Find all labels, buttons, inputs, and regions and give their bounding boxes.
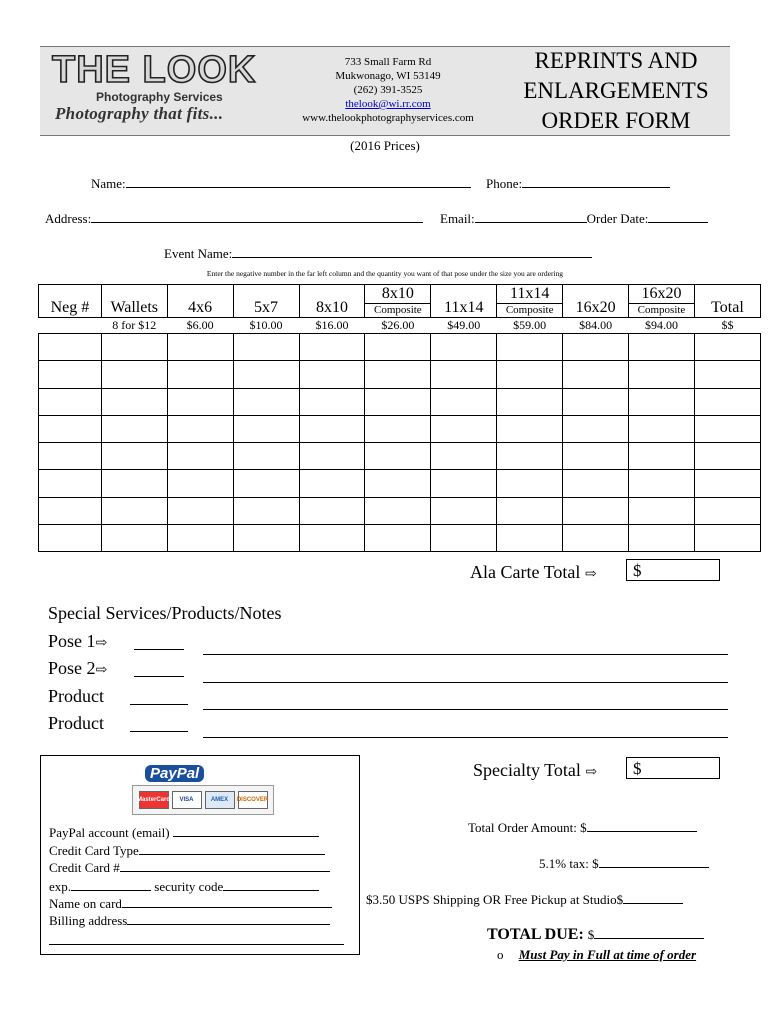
currency-sign: $ bbox=[580, 820, 587, 835]
price-cell: $6.00 bbox=[186, 318, 214, 332]
price-cell: $59.00 bbox=[513, 318, 547, 332]
name-on-card-row bbox=[49, 895, 332, 912]
table-row bbox=[39, 497, 761, 524]
table-row bbox=[39, 415, 761, 442]
order-cell[interactable] bbox=[167, 415, 233, 442]
order-cell[interactable] bbox=[563, 334, 629, 361]
specialty-total-field[interactable] bbox=[626, 757, 720, 779]
order-cell[interactable] bbox=[629, 388, 695, 415]
order-cell[interactable] bbox=[299, 361, 365, 388]
order-cell[interactable] bbox=[694, 388, 760, 415]
currency-sign: $ bbox=[633, 759, 642, 778]
table-row bbox=[39, 334, 761, 361]
arrow-icon: ⇨ bbox=[584, 567, 597, 582]
column-sublabel: Composite bbox=[365, 303, 430, 317]
column-label: 11x14 bbox=[509, 285, 550, 302]
price-cell: $49.00 bbox=[447, 318, 481, 332]
price-cell: $94.00 bbox=[644, 318, 678, 332]
order-cell[interactable] bbox=[299, 334, 365, 361]
table-price-row bbox=[39, 318, 761, 334]
security-code-label: security code bbox=[154, 879, 224, 894]
order-cell[interactable] bbox=[101, 525, 167, 552]
price-cell: 8 for $12 bbox=[112, 318, 157, 332]
order-cell[interactable] bbox=[39, 388, 102, 415]
order-cell[interactable] bbox=[39, 361, 102, 388]
column-label: 8x10 bbox=[315, 299, 348, 316]
order-cell[interactable] bbox=[629, 334, 695, 361]
order-cell[interactable] bbox=[233, 388, 299, 415]
order-cell[interactable] bbox=[629, 415, 695, 442]
name-field[interactable] bbox=[126, 175, 471, 188]
column-label: 16x20 bbox=[575, 299, 616, 316]
product2-qty-field[interactable] bbox=[130, 731, 188, 732]
product1-notes-field[interactable] bbox=[203, 709, 728, 710]
order-cell[interactable] bbox=[431, 443, 497, 470]
pose2-notes-field[interactable] bbox=[203, 682, 728, 683]
title-line2: ENLARGEMENTS bbox=[523, 78, 709, 103]
mastercard-icon: MasterCard bbox=[139, 791, 169, 809]
exp-security-row bbox=[49, 878, 319, 895]
order-cell[interactable] bbox=[694, 497, 760, 524]
order-cell[interactable] bbox=[365, 470, 431, 497]
security-code-field[interactable] bbox=[223, 878, 319, 891]
order-cell[interactable] bbox=[431, 470, 497, 497]
column-label: Neg # bbox=[50, 299, 90, 316]
pose1-row bbox=[48, 631, 107, 652]
product1-qty-field[interactable] bbox=[130, 704, 188, 705]
order-cell[interactable] bbox=[39, 334, 102, 361]
order-cell[interactable] bbox=[365, 388, 431, 415]
arrow-icon: ⇨ bbox=[585, 765, 598, 780]
order-cell[interactable] bbox=[233, 497, 299, 524]
order-amount-label: Total Order Amount: bbox=[468, 820, 577, 835]
order-cell[interactable] bbox=[101, 497, 167, 524]
tax-row bbox=[539, 855, 709, 872]
order-cell[interactable] bbox=[167, 361, 233, 388]
shipping-row bbox=[366, 891, 683, 908]
name-on-card-label: Name on card bbox=[49, 896, 122, 911]
column-header bbox=[497, 285, 563, 318]
column-header bbox=[629, 285, 695, 318]
order-cell[interactable] bbox=[167, 525, 233, 552]
card-number-field[interactable] bbox=[120, 859, 330, 872]
price-cell: $84.00 bbox=[579, 318, 613, 332]
order-cell[interactable] bbox=[694, 470, 760, 497]
address-line1: 733 Small Farm Rd bbox=[344, 56, 432, 68]
order-cell[interactable] bbox=[497, 525, 563, 552]
order-cell[interactable] bbox=[167, 470, 233, 497]
table-instructions: Enter the negative number in the far left column and the quantity you want of that pose under the size you are ordering bbox=[206, 269, 564, 278]
order-cell[interactable] bbox=[497, 334, 563, 361]
specialty-total-label: Specialty Total bbox=[473, 760, 581, 780]
paypal-logo: PayPal bbox=[145, 765, 204, 782]
product1-label: Product bbox=[48, 686, 104, 706]
order-cell[interactable] bbox=[629, 361, 695, 388]
order-cell[interactable] bbox=[365, 334, 431, 361]
column-sublabel: Composite bbox=[629, 303, 694, 317]
billing-address-field[interactable] bbox=[127, 912, 330, 925]
order-cell[interactable] bbox=[101, 388, 167, 415]
total-due-label: TOTAL DUE: bbox=[487, 926, 584, 943]
pay-in-full-note: Must Pay in Full at time of order bbox=[518, 947, 697, 962]
order-cell[interactable] bbox=[39, 497, 102, 524]
total-due-row bbox=[487, 926, 704, 944]
order-cell[interactable] bbox=[39, 443, 102, 470]
card-type-label: Credit Card Type bbox=[49, 843, 139, 858]
order-cell[interactable] bbox=[365, 443, 431, 470]
studio-address bbox=[270, 55, 506, 125]
paypal-account-field[interactable] bbox=[173, 824, 319, 837]
order-cell[interactable] bbox=[101, 415, 167, 442]
order-table bbox=[38, 284, 761, 552]
order-cell[interactable] bbox=[299, 525, 365, 552]
shipping-field[interactable] bbox=[623, 891, 683, 904]
order-cell[interactable] bbox=[563, 415, 629, 442]
title-line3: ORDER FORM bbox=[541, 108, 691, 133]
column-label: Wallets bbox=[110, 299, 159, 316]
price-cell: $16.00 bbox=[315, 318, 349, 332]
order-cell[interactable] bbox=[299, 497, 365, 524]
amex-icon: AMEX bbox=[205, 791, 235, 809]
order-cell[interactable] bbox=[694, 443, 760, 470]
order-cell[interactable] bbox=[563, 361, 629, 388]
order-cell[interactable] bbox=[694, 361, 760, 388]
discover-icon: DISCOVER bbox=[238, 791, 268, 809]
order-cell[interactable] bbox=[39, 525, 102, 552]
order-cell[interactable] bbox=[563, 525, 629, 552]
phone-field[interactable] bbox=[522, 175, 670, 188]
order-cell[interactable] bbox=[629, 497, 695, 524]
column-label: 11x14 bbox=[444, 299, 484, 316]
pose2-qty-field[interactable] bbox=[134, 676, 184, 677]
order-cell[interactable] bbox=[365, 525, 431, 552]
column-header bbox=[167, 285, 233, 318]
price-cell: $26.00 bbox=[381, 318, 415, 332]
address-row bbox=[45, 210, 423, 227]
paypal-account-row bbox=[49, 824, 319, 841]
billing-row bbox=[49, 912, 330, 929]
order-cell[interactable] bbox=[497, 388, 563, 415]
form-title bbox=[500, 46, 732, 136]
column-header bbox=[101, 285, 167, 318]
order-cell[interactable] bbox=[365, 415, 431, 442]
price-cell: $$ bbox=[721, 318, 734, 332]
order-cell[interactable] bbox=[233, 470, 299, 497]
visa-icon: VISA bbox=[172, 791, 202, 809]
pose2-row bbox=[48, 658, 107, 679]
column-label: 16x20 bbox=[641, 285, 682, 302]
table-row bbox=[39, 525, 761, 552]
card-logos bbox=[132, 785, 274, 815]
order-cell[interactable] bbox=[694, 334, 760, 361]
pose1-qty-field[interactable] bbox=[134, 649, 184, 650]
product2-label: Product bbox=[48, 713, 104, 733]
specialty-label-group bbox=[473, 760, 597, 781]
tax-label: 5.1% tax: bbox=[539, 856, 589, 871]
order-cell[interactable] bbox=[431, 415, 497, 442]
column-header bbox=[233, 285, 299, 318]
name-row bbox=[91, 175, 471, 192]
order-cell[interactable] bbox=[431, 497, 497, 524]
arrow-icon: ⇨ bbox=[95, 636, 108, 651]
studio-phone: (262) 391-3525 bbox=[353, 84, 423, 96]
price-cell bbox=[39, 318, 102, 334]
tax-field[interactable] bbox=[599, 855, 709, 868]
column-header bbox=[563, 285, 629, 318]
order-cell[interactable] bbox=[101, 334, 167, 361]
order-cell[interactable] bbox=[431, 334, 497, 361]
order-cell[interactable] bbox=[39, 470, 102, 497]
order-cell[interactable] bbox=[563, 470, 629, 497]
currency-sign: $ bbox=[587, 927, 595, 942]
ala-carte-total-field[interactable] bbox=[626, 559, 720, 581]
order-cell[interactable] bbox=[101, 361, 167, 388]
title-line1: REPRINTS AND bbox=[534, 48, 698, 73]
column-header bbox=[39, 285, 102, 318]
order-cell[interactable] bbox=[563, 497, 629, 524]
card-number-label: Credit Card # bbox=[49, 860, 120, 875]
product2-notes-field[interactable] bbox=[203, 737, 728, 738]
table-row bbox=[39, 361, 761, 388]
billing-address-field-2[interactable] bbox=[49, 944, 344, 945]
arrow-icon: ⇨ bbox=[95, 663, 108, 678]
address-field[interactable] bbox=[91, 210, 423, 223]
order-cell[interactable] bbox=[497, 497, 563, 524]
phone-label: Phone: bbox=[486, 176, 523, 191]
total-due-field[interactable] bbox=[594, 926, 704, 939]
event-name-label: Event Name: bbox=[164, 246, 233, 261]
paypal-account-label: PayPal account (email) bbox=[49, 825, 170, 840]
order-cell[interactable] bbox=[563, 388, 629, 415]
column-header bbox=[431, 285, 497, 318]
order-cell[interactable] bbox=[299, 443, 365, 470]
order-cell[interactable] bbox=[497, 470, 563, 497]
column-label: 8x10 bbox=[381, 285, 414, 302]
order-cell[interactable] bbox=[694, 525, 760, 552]
column-label: 4x6 bbox=[188, 299, 213, 316]
order-cell[interactable] bbox=[233, 415, 299, 442]
column-label: 5x7 bbox=[254, 299, 279, 316]
order-cell[interactable] bbox=[167, 334, 233, 361]
order-cell[interactable] bbox=[629, 443, 695, 470]
order-cell[interactable] bbox=[299, 470, 365, 497]
table-header-row bbox=[39, 285, 761, 318]
order-cell[interactable] bbox=[629, 470, 695, 497]
special-heading: Special Services/Products/Notes bbox=[48, 603, 282, 623]
order-cell[interactable] bbox=[167, 388, 233, 415]
shipping-label: $3.50 USPS Shipping OR Free Pickup at Studio$ bbox=[366, 892, 624, 907]
order-cell[interactable] bbox=[365, 361, 431, 388]
order-cell[interactable] bbox=[497, 443, 563, 470]
order-cell[interactable] bbox=[233, 525, 299, 552]
exp-label: exp. bbox=[49, 879, 72, 894]
billing-address-label: Billing address bbox=[49, 913, 128, 928]
logo-tagline: Photography that fits... bbox=[55, 104, 224, 123]
pose2-label: Pose 2 bbox=[48, 658, 96, 678]
order-amount-field[interactable] bbox=[587, 819, 697, 832]
bullet-icon: o bbox=[497, 947, 504, 962]
order-cell[interactable] bbox=[299, 388, 365, 415]
currency-sign: $ bbox=[592, 856, 599, 871]
order-cell[interactable] bbox=[497, 361, 563, 388]
table-row bbox=[39, 388, 761, 415]
order-date-field[interactable] bbox=[648, 210, 708, 223]
order-cell[interactable] bbox=[365, 497, 431, 524]
logo-subtitle: Photography Services bbox=[96, 90, 223, 104]
ala-carte-label-group bbox=[470, 562, 597, 583]
price-cell: $10.00 bbox=[249, 318, 283, 332]
order-date-label: Order Date: bbox=[586, 211, 649, 226]
order-cell[interactable] bbox=[167, 443, 233, 470]
order-cell[interactable] bbox=[39, 415, 102, 442]
currency-sign: $ bbox=[633, 561, 642, 580]
order-cell[interactable] bbox=[431, 388, 497, 415]
event-name-field[interactable] bbox=[232, 245, 592, 258]
table-row bbox=[39, 443, 761, 470]
address-line2: Mukwonago, WI 53149 bbox=[335, 70, 441, 82]
order-cell[interactable] bbox=[167, 497, 233, 524]
order-cell[interactable] bbox=[299, 415, 365, 442]
order-cell[interactable] bbox=[233, 361, 299, 388]
order-cell[interactable] bbox=[563, 443, 629, 470]
ala-carte-label: Ala Carte Total bbox=[470, 562, 581, 582]
order-cell[interactable] bbox=[694, 415, 760, 442]
order-cell[interactable] bbox=[497, 415, 563, 442]
column-header bbox=[694, 285, 760, 318]
order-amount-row bbox=[468, 819, 697, 836]
order-cell[interactable] bbox=[233, 443, 299, 470]
pay-note-row bbox=[497, 947, 696, 963]
address-label: Address: bbox=[45, 211, 92, 226]
column-label: Total bbox=[711, 299, 744, 316]
name-on-card-field[interactable] bbox=[122, 895, 332, 908]
table-row bbox=[39, 470, 761, 497]
order-cell[interactable] bbox=[233, 334, 299, 361]
email-field[interactable] bbox=[475, 210, 587, 223]
order-cell[interactable] bbox=[629, 525, 695, 552]
column-header bbox=[365, 285, 431, 318]
card-type-row bbox=[49, 842, 325, 859]
order-cell[interactable] bbox=[431, 361, 497, 388]
order-cell[interactable] bbox=[101, 470, 167, 497]
event-row bbox=[164, 245, 592, 262]
column-header bbox=[299, 285, 365, 318]
pose1-notes-field[interactable] bbox=[203, 654, 728, 655]
column-sublabel: Composite bbox=[497, 303, 562, 317]
card-number-row bbox=[49, 859, 330, 876]
order-cell[interactable] bbox=[101, 443, 167, 470]
order-cell[interactable] bbox=[431, 525, 497, 552]
name-label: Name: bbox=[91, 176, 126, 191]
prices-note: (2016 Prices) bbox=[350, 138, 420, 153]
pose1-label: Pose 1 bbox=[48, 631, 96, 651]
studio-website: www.thelookphotographyservices.com bbox=[302, 112, 474, 124]
logo-title: THE LOOK bbox=[52, 49, 257, 91]
phone-row bbox=[486, 175, 670, 192]
studio-email-link[interactable]: thelook@wi.rr.com bbox=[345, 98, 431, 110]
email-row bbox=[440, 210, 708, 227]
card-type-field[interactable] bbox=[139, 842, 325, 855]
exp-field[interactable] bbox=[71, 878, 151, 891]
email-label: Email: bbox=[440, 211, 475, 226]
